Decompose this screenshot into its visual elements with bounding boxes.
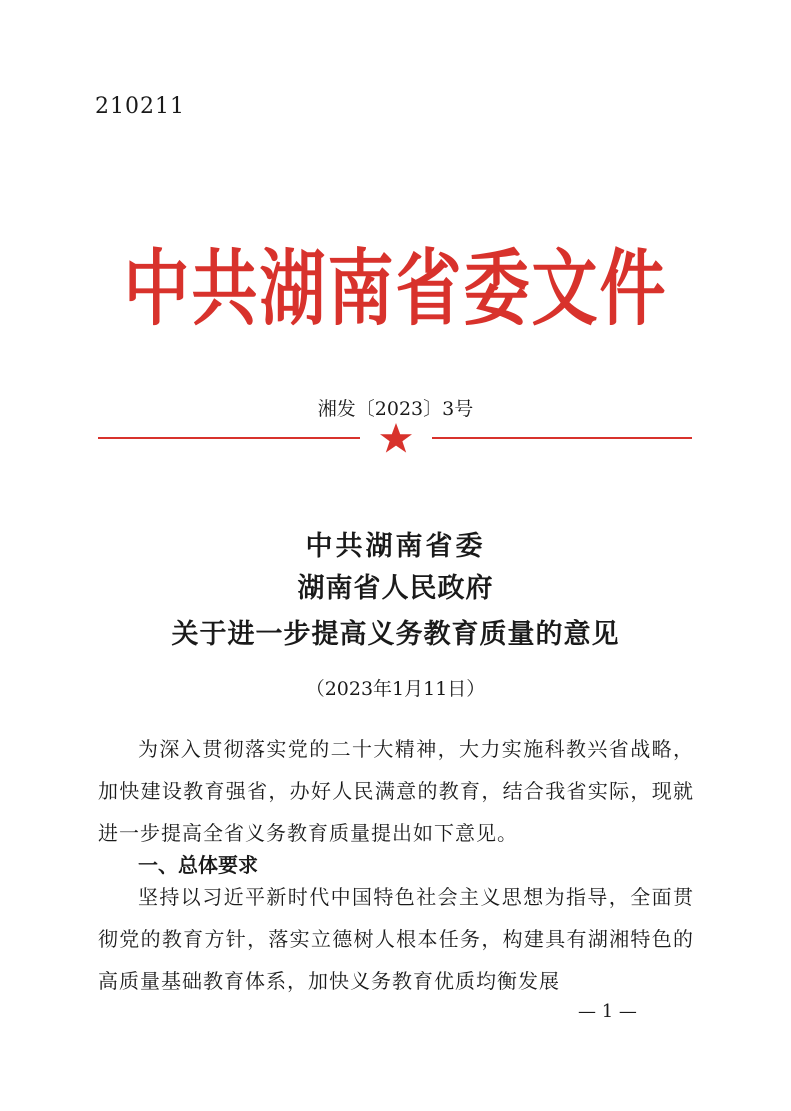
red-rule-left (98, 437, 360, 439)
body-paragraph-intro: 为深入贯彻落实党的二十大精神，大力实施科教兴省战略，加快建设教育强省，办好人民满意的教育，结合我省实际，现就进一步提高全省义务教育质量提出如下意见。 (98, 737, 694, 845)
document-date: （2023年1月11日） (305, 678, 486, 700)
document-title-line-3: 关于进一步提高义务教育质量的意见 (171, 619, 620, 650)
red-rule-right (432, 437, 692, 439)
page-number: — 1 — (578, 1001, 637, 1022)
body-paragraph-requirements: 坚持以习近平新时代中国特色社会主义思想为指导，全面贯彻党的教育方针，落实立德树人根本任务，构建具有湖湘特色的高质量基础教育体系，加快义务教育优质均衡发展 (98, 885, 694, 993)
section-heading: 一、总体要求 (138, 853, 258, 877)
document-serial-number: 210211 (95, 94, 185, 119)
document-title-line-2: 湖南省人民政府 (297, 573, 494, 604)
issue-number: 湘发〔2023〕3号 (317, 398, 474, 420)
masthead-title: 中共湖南省委文件 (123, 240, 668, 337)
document-title-line-1: 中共湖南省委 (305, 531, 486, 562)
red-star-icon (378, 422, 414, 454)
